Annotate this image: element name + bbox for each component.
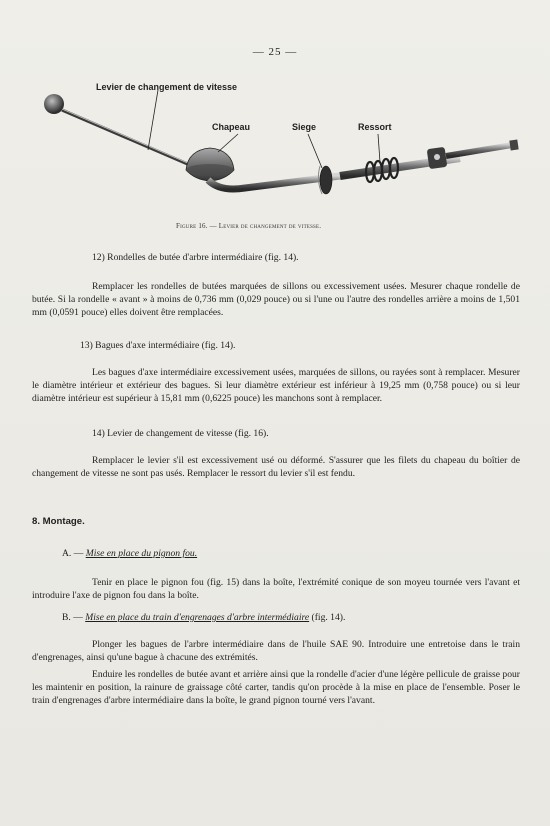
item-12-body: Remplacer les rondelles de butées marquées de sillons ou excessivement usées. Mesurer chaque rondelle de butée. Si la rondelle « avant » à moins de 0,736 mm (0,029 pouce) ou si l'une ou l'autre des rondelles arrière a moins de 1,501 mm (0,0591 pouce) elles doivent être remplacées. (32, 281, 520, 319)
label-chapeau: Chapeau (212, 122, 251, 132)
subsection-a-label: A. — (62, 548, 84, 559)
subsection-b-ref: (fig. 14). (311, 612, 346, 623)
label-ressort: Ressort (358, 122, 392, 132)
figure-caption: Figure 16. — Levier de changement de vitesse. (176, 222, 322, 230)
knob-ball (44, 94, 64, 114)
gear-lever-illustration (40, 70, 530, 220)
item-13-body: Les bagues d'axe intermédiaire excessivement usées, marquées de sillons, ou rayées sont à remplacer. Mesurer le diamètre intérieur et extérieur des bagues. Si leur diamètre extérieur est inférieur à 19,25 mm (0,758 pouce) ou si leur diamètre intérieur est supérieur à 15,81 mm (0,6225 pouce) les manchons sont à remplacer. (32, 367, 520, 405)
subsection-a-body: Tenir en place le pignon fou (fig. 15) dans la boîte, l'extrémité conique de son moyeu tournée vers l'avant et introduire l'axe de pignon fou dans la boîte. (32, 577, 520, 602)
leader-chapeau (218, 134, 238, 152)
item-14-body: Remplacer le levier s'il est excessivement usé ou déformé. S'assurer que les filets du chapeau du boîtier de changement de vitesse ne sont pas usés. Remplacer le ressort du levier s'il est fendu. (32, 455, 520, 480)
seat-part (320, 166, 332, 194)
page-number: — 25 — (252, 46, 298, 58)
subsection-b-label: B. — (62, 612, 83, 623)
label-siege: Siege (292, 122, 317, 132)
subsection-b-body-2: Enduire les rondelles de butée avant et arrière ainsi que la rondelle d'acier d'une légère pellicule de graisse pour les maintenir en position, la rainure de graissage côté carter, tandis qu'on procède à la mise en place de l'ensemble. Poser le train d'engrenages d'arbre intermédiaire dans la boîte, le grand pignon tourné vers l'avant. (32, 669, 520, 707)
item-12-heading: 12) Rondelles de butée d'arbre intermédiaire (fig. 14). (92, 252, 299, 263)
item-14-heading: 14) Levier de changement de vitesse (fig. 16). (92, 428, 269, 439)
item-13-heading: 13) Bagues d'axe intermédiaire (fig. 14). (80, 340, 236, 351)
label-levier: Levier de changement de vitesse (96, 82, 238, 92)
subsection-b-title: Mise en place du train d'engrenages d'arbre intermédiaire (85, 612, 310, 623)
subsection-b-heading (62, 612, 345, 623)
subsection-a-title: Mise en place du pignon fou. (85, 548, 198, 559)
subsection-a-heading (62, 548, 197, 559)
subsection-b-body-1: Plonger les bagues de l'arbre intermédiaire dans de l'huile SAE 90. Introduire une entretoise dans le train d'engrenages, ainsi qu'une bague à chacune des extrémités. (32, 639, 520, 664)
leader-levier (148, 90, 158, 150)
leader-ressort (378, 134, 380, 162)
section-heading: 8. Montage. (32, 516, 85, 527)
leader-siege (308, 134, 322, 168)
figure-gear-lever (40, 70, 530, 240)
